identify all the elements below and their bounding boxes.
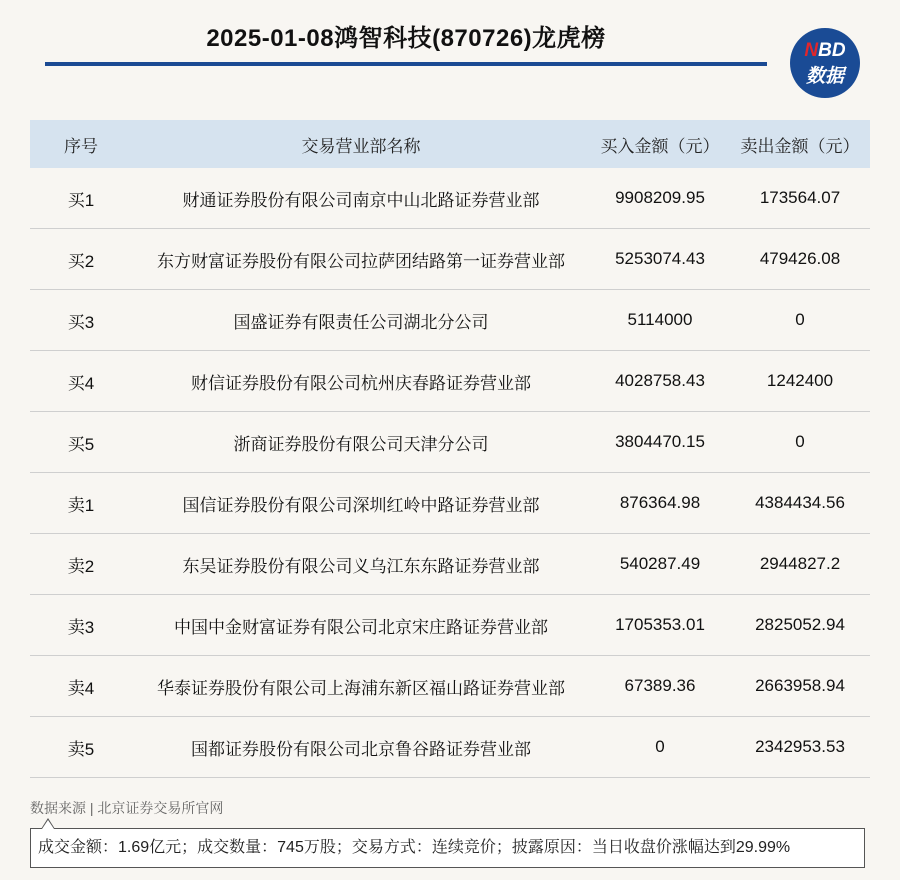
table-row <box>30 534 870 595</box>
row-index: 卖4 <box>67 678 95 698</box>
title-divider <box>45 62 767 66</box>
sell-amount: 1242400 <box>766 371 834 390</box>
row-index: 卖2 <box>67 556 95 576</box>
logo-letter-n: N <box>804 40 819 61</box>
branch-name: 财通证券股份有限公司南京中山北路证券营业部 <box>182 190 540 210</box>
branch-name: 财信证券股份有限公司杭州庆春路证券营业部 <box>191 373 531 393</box>
table-row <box>30 412 870 473</box>
nbd-logo <box>790 28 860 98</box>
sell-amount: 2944827.2 <box>759 554 841 573</box>
sell-amount: 0 <box>795 310 805 329</box>
buy-amount: 3804470.15 <box>615 432 705 451</box>
row-index: 卖5 <box>67 739 95 759</box>
branch-name: 浙商证券股份有限公司天津分公司 <box>233 434 489 454</box>
branch-name: 国信证券股份有限公司深圳红岭中路证券营业部 <box>182 495 540 515</box>
buy-amount: 5253074.43 <box>615 249 705 268</box>
logo-text-top <box>790 40 860 62</box>
branch-name: 东吴证券股份有限公司义乌江东东路证券营业部 <box>182 556 540 576</box>
table-row <box>30 290 870 351</box>
sell-amount: 479426.08 <box>759 249 841 268</box>
branch-name: 中国中金财富证券有限公司北京宋庄路证券营业部 <box>174 617 548 637</box>
sell-amount: 0 <box>795 432 805 451</box>
callout-pointer-fill <box>42 820 54 829</box>
table-row <box>30 168 870 229</box>
table-header <box>30 120 870 168</box>
table-row <box>30 717 870 778</box>
dragon-tiger-table <box>30 120 870 778</box>
row-index: 买4 <box>67 373 95 393</box>
table-row <box>30 656 870 717</box>
table-row <box>30 595 870 656</box>
sell-amount: 173564.07 <box>759 188 841 207</box>
logo-text-bottom: 数据 <box>805 66 844 87</box>
buy-amount: 876364.98 <box>619 493 701 512</box>
column-header-branch: 交易营业部名称 <box>301 136 421 156</box>
buy-amount: 4028758.43 <box>615 371 705 390</box>
branch-name: 国盛证券有限责任公司湖北分公司 <box>233 312 489 332</box>
table-row <box>30 473 870 534</box>
branch-name: 华泰证券股份有限公司上海浦东新区福山路证券营业部 <box>157 678 565 698</box>
sell-amount: 2825052.94 <box>755 615 845 634</box>
row-index: 买2 <box>67 251 95 271</box>
row-index: 买3 <box>67 312 95 332</box>
page-title: 2025-01-08鸿智科技(870726)龙虎榜 <box>206 25 606 52</box>
buy-amount: 540287.49 <box>619 554 701 573</box>
buy-amount: 9908209.95 <box>615 188 705 207</box>
sell-amount: 2342953.53 <box>755 737 845 756</box>
branch-name: 东方财富证券股份有限公司拉萨团结路第一证券营业部 <box>157 251 565 271</box>
logo-letters-bd: BD <box>818 40 846 61</box>
trading-summary-note: 成交金额：1.69亿元；成交数量：745万股；交易方式：连续竞价；披露原因：当日收盘价涨幅达到29.99% <box>30 828 865 868</box>
sell-amount: 4384434.56 <box>755 493 845 512</box>
table-row <box>30 229 870 290</box>
buy-amount: 5114000 <box>627 310 693 329</box>
row-index: 卖1 <box>67 495 95 515</box>
buy-amount: 0 <box>655 737 665 756</box>
row-index: 卖3 <box>67 617 95 637</box>
sell-amount: 2663958.94 <box>755 676 845 695</box>
buy-amount: 1705353.01 <box>615 615 705 634</box>
data-source: 数据来源 | 北京证券交易所官网 <box>30 800 224 816</box>
column-header-buy: 买入金额（元） <box>600 136 720 156</box>
column-header-sell: 卖出金额（元） <box>740 136 860 156</box>
row-index: 买5 <box>67 434 95 454</box>
branch-name: 国都证券股份有限公司北京鲁谷路证券营业部 <box>191 739 531 759</box>
row-index: 买1 <box>67 190 95 210</box>
column-header-index: 序号 <box>64 136 98 156</box>
table-row <box>30 351 870 412</box>
buy-amount: 67389.36 <box>624 676 696 695</box>
